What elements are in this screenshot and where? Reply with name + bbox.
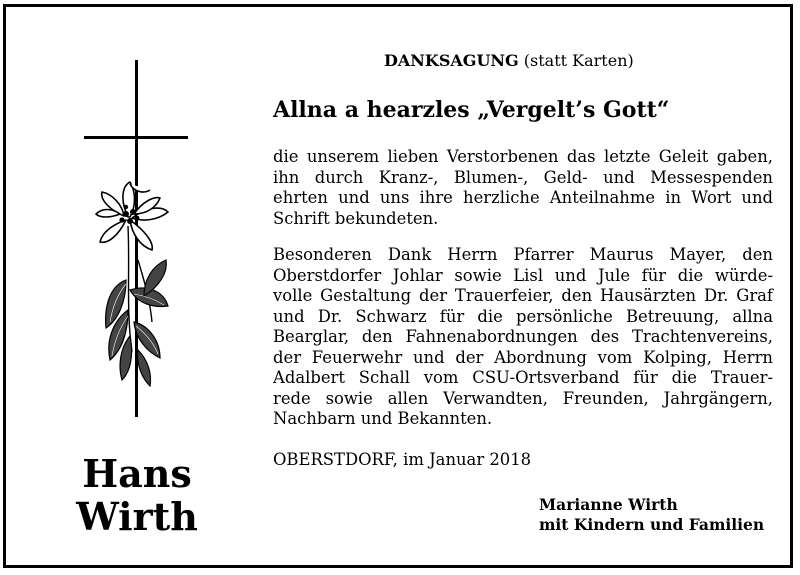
text-line: ehrten und uns ihre herzliche Anteilnahme in Wort und [273, 188, 773, 207]
memorial-column [6, 7, 268, 565]
signature-name: Marianne Wirth [539, 495, 678, 514]
notice-subtitle: (statt Karten) [523, 51, 634, 70]
text-line: Besonderen Dank Herrn Pfarrer Maurus Mayer, den [273, 245, 773, 264]
deceased-last-name: Wirth [76, 494, 198, 539]
signature-family: mit Kindern und Familien [539, 515, 765, 534]
paragraph-special-thanks [273, 245, 773, 430]
text-line: volle Gestaltung der Trauerfeier, den Hausärzten Dr. Graf [273, 286, 773, 305]
text-line: die unserem lieben Verstorbenen das letzte Geleit gaben, [273, 147, 773, 166]
headline: Allna a hearzles „Vergelt’s Gott“ [273, 97, 670, 123]
text-line: rede sowie allen Verwandten, Freunden, Jahrgängern, [273, 388, 773, 408]
deceased-first-name: Hans [82, 451, 192, 496]
text-line: ihn durch Kranz-, Blumen-, Geld- und Messespenden [273, 167, 773, 187]
text-line: Adalbert Schall vom CSU-Ortsverband für die Trauer- [273, 368, 773, 387]
notice-title: DANKSAGUNG [384, 51, 519, 70]
text-line: Schrift bekundeten. [273, 208, 439, 228]
text-line: Oberstdorfer Johlar sowie Lisl und Jule für die würde- [273, 265, 773, 285]
notice-header [384, 51, 634, 70]
text-line: und Dr. Schwarz für die persönliche Betreuung, allna [273, 306, 773, 326]
obituary-notice [3, 4, 793, 568]
paragraph-thanks-intro [273, 147, 773, 229]
cross-with-edelweiss-icon [64, 60, 264, 430]
text-line: Nachbarn und Bekannten. [273, 409, 493, 428]
signature-block [539, 495, 764, 535]
text-line: der Feuerwehr und der Abordnung vom Kolping, Herrn [273, 347, 773, 367]
place-and-date: OBERSTDORF, im Januar 2018 [273, 450, 532, 469]
text-line: Bearglar, den Fahnenabordnungen des Trachtenvereins, [273, 327, 773, 346]
